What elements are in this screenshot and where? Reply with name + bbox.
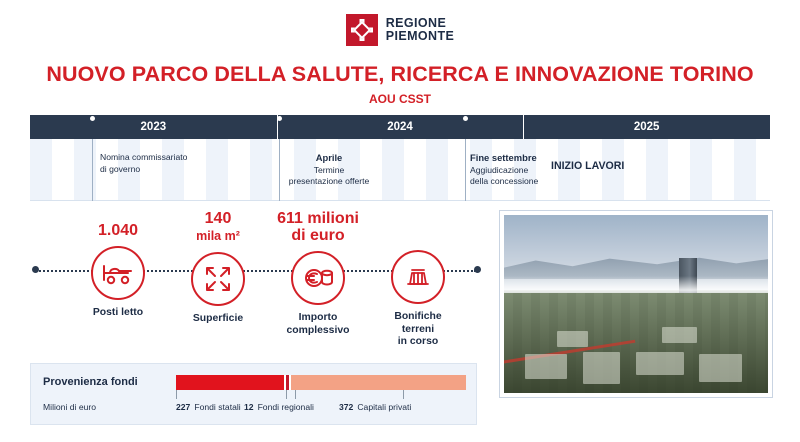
expand-arrows-icon xyxy=(191,252,245,306)
kpi-importo-complessivo xyxy=(263,210,373,337)
milestone-3-line2: della concessione xyxy=(470,176,539,186)
funding-legend-item-regionali xyxy=(244,402,339,412)
logo-line-2: PIEMONTE xyxy=(385,29,455,43)
funding-stacked-bar xyxy=(176,375,466,390)
funding-tick-1 xyxy=(176,390,177,399)
timeline-year-2023: 2023 xyxy=(140,121,167,133)
timeline-tick-3 xyxy=(463,116,468,121)
milestone-1-line1: Nomina commissariato xyxy=(100,152,188,162)
euro-coins-icon xyxy=(291,251,345,305)
timeline-year-2025: 2025 xyxy=(523,115,770,139)
funding-tick-3 xyxy=(295,390,296,399)
kpi-3-value-unit: di euro xyxy=(291,227,345,244)
milestone-2-line2: presentazione offerte xyxy=(288,176,370,186)
kpi-bonifiche-terreni xyxy=(363,243,473,349)
milestone-3-date: Fine settembre xyxy=(470,152,537,163)
funding-unit-label: Milioni di euro xyxy=(43,402,97,412)
funding-segment-privati xyxy=(291,375,466,390)
timeline-year-2024: 2024 xyxy=(277,115,524,139)
kpi-2-value: 140 xyxy=(204,210,232,227)
kpi-3-value: 611 milioni xyxy=(277,210,359,227)
timeline-tick-2 xyxy=(277,116,282,121)
funding-legend xyxy=(176,402,471,412)
kpi-1-label: Posti letto xyxy=(92,307,144,318)
page-title: NUOVO PARCO DELLA SALUTE, RICERCA E INNOVAZIONE TORINO xyxy=(46,62,754,86)
regione-piemonte-cross-icon xyxy=(346,14,378,46)
funding-tick-4 xyxy=(403,390,404,399)
milestone-highlight: INIZIO LAVORI xyxy=(551,160,625,172)
milestone-1-line2: di governo xyxy=(100,163,141,174)
logo-line-1: REGIONE xyxy=(385,15,447,30)
kpi-4-label-line3: in corso xyxy=(397,336,439,347)
funding-title: Provenienza fondi xyxy=(43,376,138,388)
milestone-2-line1: Termine xyxy=(313,164,345,175)
kpi-3-label-line2: complessivo xyxy=(286,324,350,336)
funding-label-regionali: Fondi regionali xyxy=(257,402,314,412)
funding-label-privati: Capitali privati xyxy=(357,402,412,412)
kpi-superficie xyxy=(163,210,273,326)
milestone-2 xyxy=(264,152,394,188)
milestone-3-line1: Aggiudicazione xyxy=(470,164,529,175)
kpi-axis-dot-end xyxy=(474,266,481,273)
milestone-1 xyxy=(100,152,250,175)
funding-amount-regionali: 12 xyxy=(244,402,254,412)
funding-amount-privati: 372 xyxy=(339,402,354,412)
kpi-2-value-unit: mila m² xyxy=(196,229,240,243)
funding-legend-item-statali xyxy=(176,402,244,412)
kpi-posti-letto xyxy=(63,222,173,320)
milestone-connector-3 xyxy=(465,139,466,201)
funding-tick-2 xyxy=(286,390,287,399)
kpi-axis-dot-start xyxy=(32,266,39,273)
funding-legend-item-privati xyxy=(339,402,411,412)
aerial-photo xyxy=(500,211,772,397)
excavator-icon xyxy=(391,250,445,304)
hospital-bed-icon xyxy=(91,246,145,300)
kpi-4-label-line2: terreni xyxy=(401,323,435,335)
funding-segment-statali xyxy=(176,375,286,390)
timeline-tick-1 xyxy=(90,116,95,121)
page-subtitle: AOU CSST xyxy=(368,92,431,106)
funding-amount-statali: 227 xyxy=(176,402,191,412)
funding-label-statali: Fondi statali xyxy=(194,402,241,412)
kpi-4-label-line1: Bonifiche xyxy=(394,311,442,322)
timeline-year-bar xyxy=(30,115,770,139)
kpi-1-value: 1.040 xyxy=(97,222,139,239)
kpi-3-label-line1: Importo xyxy=(298,312,338,323)
kpi-2-label: Superficie xyxy=(192,313,244,324)
milestone-2-date: Aprile xyxy=(315,152,343,163)
logo-text xyxy=(386,17,454,44)
funding-panel xyxy=(30,363,477,425)
regione-piemonte-logo xyxy=(0,14,800,46)
milestone-connector-1 xyxy=(92,139,93,201)
